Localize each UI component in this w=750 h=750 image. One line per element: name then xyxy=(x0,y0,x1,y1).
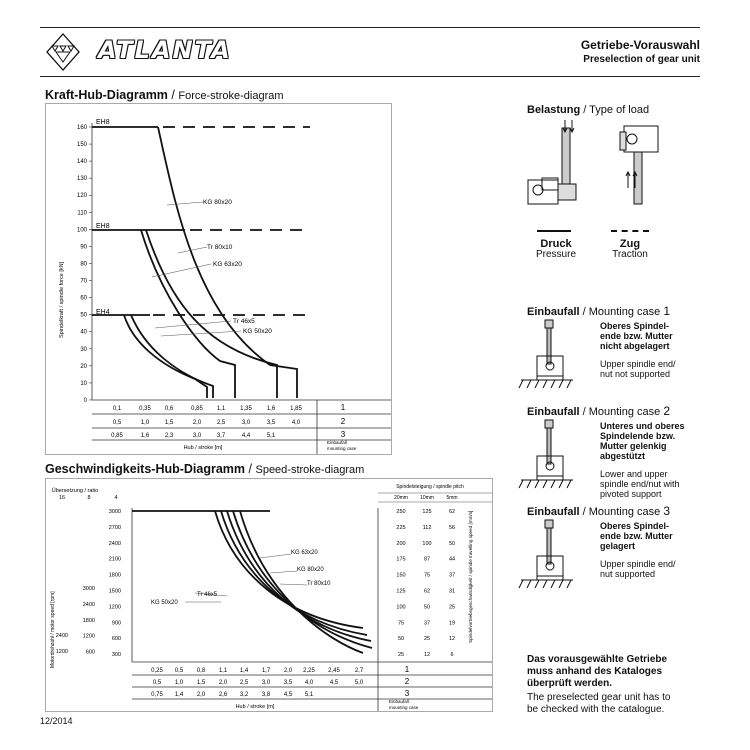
table-cell: 0,1 xyxy=(112,406,122,412)
motor-speed-tick: 1200 xyxy=(55,648,68,655)
table-cell: 3,2 xyxy=(239,692,249,698)
motor-speed-label: Motordrehzahl / motor speed [rpm] xyxy=(50,591,56,668)
motor-speed-tick: 1800 xyxy=(108,572,121,579)
table-cell: 0,6 xyxy=(164,406,174,412)
table-cell: 2,7 xyxy=(354,668,364,674)
table-cell: 3,7 xyxy=(216,433,226,439)
pitch-5: 5mm xyxy=(446,495,458,501)
mounting-case-title-en: / Mounting case xyxy=(579,406,664,418)
table-cell: 1,4 xyxy=(174,692,184,698)
force-diagram-title-de: Kraft-Hub-Diagramm xyxy=(45,88,168,102)
y-tick-label: 110 xyxy=(77,210,87,217)
curve-label-tr46x5: Tr 46x5 xyxy=(233,318,255,325)
table-cell: 0,5 xyxy=(112,420,122,426)
row-id-1: 1 xyxy=(340,403,346,412)
y-tick-label: 70 xyxy=(80,278,87,285)
table-cell: 4,0 xyxy=(291,420,301,426)
table-cell: 2,25 xyxy=(303,668,315,674)
mounting-case-icon xyxy=(517,518,577,592)
speed-diagram-heading: Geschwindigkeits-Hub-Diagramm / Speed-stroke-diagram xyxy=(45,462,365,476)
motor-speed-tick: 2400 xyxy=(55,633,68,639)
notice-de: Das vorausgewählte Getriebe muss anhand des Kataloges überprüft werden. xyxy=(527,654,668,689)
y-tick-label: 80 xyxy=(80,261,87,268)
table-cell: 2,0 xyxy=(218,680,228,686)
row-id-3: 3 xyxy=(340,430,346,439)
force-x-axis-label: Hub / stroke [m] xyxy=(183,445,223,451)
speed-case-label-de: Einbaufall xyxy=(389,699,409,704)
travel-speed-tick: 100 xyxy=(396,604,406,611)
y-tick-label: 120 xyxy=(76,193,87,200)
motor-speed-tick: 2100 xyxy=(108,556,121,563)
travel-speed-tick: 6 xyxy=(450,652,454,659)
travel-speed-tick: 25 xyxy=(423,636,431,643)
ratio-4: 4 xyxy=(114,495,118,501)
table-cell: 5,0 xyxy=(354,680,364,686)
travel-speed-tick: 112 xyxy=(422,524,432,531)
table-cell: 1,6 xyxy=(266,406,276,412)
travel-speed-tick: 125 xyxy=(422,509,432,515)
force-diagram-title-en: Force-stroke-diagram xyxy=(178,90,284,102)
travel-speed-tick: 19 xyxy=(448,620,456,627)
travel-speed-tick: 50 xyxy=(397,636,405,643)
speed-row-id-1: 1 xyxy=(404,665,410,674)
footer-date: 12/2014 xyxy=(40,716,73,726)
table-cell: 1,85 xyxy=(290,406,302,412)
speed-curve-kg80x20: KG 80x20 xyxy=(297,567,324,573)
y-tick-label: 0 xyxy=(83,397,87,404)
force-y-axis-label: Spindelkraft / spindle force [kN] xyxy=(59,261,65,338)
tag-eh8-top: EH8 xyxy=(96,119,110,126)
y-tick-label: 100 xyxy=(76,227,87,234)
table-cell: 3,8 xyxy=(261,692,271,698)
speed-curve-kg50x20: KG 50x20 xyxy=(151,600,178,606)
mounting-case-title-de: Einbaufall xyxy=(527,306,580,318)
travel-speed-tick: 150 xyxy=(396,572,406,579)
travel-speed-tick: 200 xyxy=(396,540,406,547)
travel-speed-tick: 125 xyxy=(396,588,406,595)
y-tick-label: 20 xyxy=(80,363,87,370)
brand-logo: ATLANTA xyxy=(98,36,232,64)
table-cell: 1,0 xyxy=(140,420,150,426)
table-cell: 2,45 xyxy=(328,668,340,674)
ratio-16: 16 xyxy=(58,495,66,501)
ratio-8: 8 xyxy=(87,495,91,501)
table-cell: 2,5 xyxy=(216,420,226,426)
table-cell: 2,0 xyxy=(283,668,293,674)
mounting-case-icon xyxy=(517,418,577,492)
table-cell: 5,1 xyxy=(304,692,314,698)
traction-line xyxy=(611,230,649,232)
travel-speed-tick: 100 xyxy=(422,540,432,547)
speed-curve-tr46x5: Tr 46x5 xyxy=(197,592,218,598)
table-cell: 0,8 xyxy=(196,668,206,674)
table-cell: 0,85 xyxy=(191,406,203,412)
curve-label-tr80x10: Tr 80x10 xyxy=(207,244,233,251)
table-cell: 1,1 xyxy=(218,668,228,674)
load-type-illustration xyxy=(520,118,670,218)
motor-speed-tick: 1200 xyxy=(82,633,95,640)
mounting-case-number: 2 xyxy=(663,404,671,418)
motor-speed-tick: 600 xyxy=(85,649,95,656)
mounting-case-heading xyxy=(527,504,670,518)
y-tick-label: 30 xyxy=(80,346,87,353)
notice-en: The preselected gear unit has to be checked with the catalogue. xyxy=(527,692,671,715)
pitch-10: 10mm xyxy=(420,495,434,501)
table-cell: 1,5 xyxy=(164,420,174,426)
table-cell: 0,25 xyxy=(151,668,163,674)
force-diagram-heading: Kraft-Hub-Diagramm / Force-stroke-diagram xyxy=(45,88,284,102)
table-cell: 4,5 xyxy=(329,680,339,686)
speed-diagram-title-de: Geschwindigkeits-Hub-Diagramm xyxy=(45,462,246,476)
page-title: Getriebe-Vorauswahl xyxy=(580,38,700,52)
travel-speed-tick: 75 xyxy=(397,620,405,627)
speed-stroke-diagram xyxy=(45,478,493,712)
travel-speed-tick: 50 xyxy=(448,540,456,547)
mounting-case-desc-de: Oberes Spindel- ende bzw. Mutter nicht abgelagert xyxy=(600,321,673,351)
curve-label-kg80x20: KG 80x20 xyxy=(203,199,232,206)
traction-label-en: Traction xyxy=(612,249,648,260)
travel-speed-tick: 225 xyxy=(396,524,406,531)
motor-speed-tick: 3000 xyxy=(108,509,121,515)
mounting-case-desc-de: Oberes Spindel- ende bzw. Mutter gelagert xyxy=(600,521,673,551)
page-subtitle: Preselection of gear unit xyxy=(583,54,700,65)
table-cell: 3,5 xyxy=(266,420,276,426)
speed-row-id-3: 3 xyxy=(404,689,410,698)
mounting-case-title-en: / Mounting case xyxy=(579,306,664,318)
table-cell: 3,0 xyxy=(241,420,251,426)
motor-speed-tick: 1200 xyxy=(108,604,121,611)
motor-speed-tick: 900 xyxy=(111,620,121,627)
travel-speed-tick: 62 xyxy=(448,509,456,515)
case-label-de: Einbaufall xyxy=(327,440,347,445)
table-cell: 1,4 xyxy=(239,668,249,674)
travel-speed-tick: 56 xyxy=(448,524,456,531)
table-cell: 4,5 xyxy=(283,692,293,698)
company-logo-icon xyxy=(45,32,81,72)
travel-speed-label: Spindelvortriebsgeschwindigkeit / spindle travelling speed [mm/s] xyxy=(468,510,473,643)
table-cell: 0,85 xyxy=(111,433,123,439)
travel-speed-tick: 12 xyxy=(423,652,431,659)
table-cell: 2,5 xyxy=(239,680,249,686)
table-cell: 2,3 xyxy=(164,433,174,439)
travel-speed-tick: 250 xyxy=(396,509,406,515)
ratio-label: Übersetzung / ratio xyxy=(51,488,99,494)
y-tick-label: 130 xyxy=(76,176,87,183)
table-cell: 0,75 xyxy=(151,692,163,698)
load-title-de: Belastung xyxy=(527,104,581,116)
travel-speed-tick: 44 xyxy=(448,556,456,563)
table-cell: 4,0 xyxy=(304,680,314,686)
speed-curve-tr80x10: Tr 80x10 xyxy=(307,581,331,587)
mounting-case-heading xyxy=(527,304,670,318)
travel-speed-tick: 12 xyxy=(448,636,456,643)
table-cell: 2,6 xyxy=(218,692,228,698)
y-tick-label: 10 xyxy=(80,380,87,387)
travel-speed-tick: 87 xyxy=(423,556,431,563)
pressure-line xyxy=(537,230,571,232)
speed-row-id-2: 2 xyxy=(404,677,410,686)
table-cell: 0,5 xyxy=(152,680,162,686)
table-cell: 0,5 xyxy=(174,668,184,674)
y-tick-label: 160 xyxy=(76,125,87,131)
load-heading: Belastung / Type of load xyxy=(527,104,650,116)
table-cell: 3,5 xyxy=(283,680,293,686)
motor-speed-tick: 3000 xyxy=(82,586,95,592)
speed-curve-kg63x20: KG 63x20 xyxy=(291,550,318,556)
motor-speed-tick: 1500 xyxy=(108,588,121,595)
travel-speed-tick: 62 xyxy=(423,588,431,595)
motor-speed-tick: 1800 xyxy=(82,617,95,624)
mounting-case-heading xyxy=(527,404,670,418)
pressure-label-de: Druck xyxy=(540,238,572,250)
traction-label-de: Zug xyxy=(619,238,641,250)
mounting-case-desc-de: Unteres und oberes Spindelende bzw. Mutter gelenkig abgestützt xyxy=(600,421,685,461)
tag-eh8-mid: EH8 xyxy=(96,223,110,230)
speed-x-axis-label: Hub / stroke [m] xyxy=(235,704,275,710)
mounting-case-icon xyxy=(517,318,577,392)
table-cell: 1,0 xyxy=(174,680,184,686)
y-tick-label: 150 xyxy=(76,142,87,149)
motor-speed-tick: 2400 xyxy=(108,540,121,547)
table-cell: 1,6 xyxy=(140,433,150,439)
travel-speed-tick: 31 xyxy=(448,588,456,595)
mounting-case-number: 1 xyxy=(663,304,671,318)
tag-eh4: EH4 xyxy=(96,309,110,316)
mounting-case-desc-en: Lower and upper spindle end/nut with pivoted support xyxy=(600,469,680,499)
pitch-label: Spindelsteigung / spindle pitch xyxy=(396,484,464,490)
y-tick-label: 90 xyxy=(80,244,87,251)
table-cell: 2,0 xyxy=(192,420,202,426)
travel-speed-tick: 75 xyxy=(423,572,431,579)
load-title-en: Type of load xyxy=(589,104,650,116)
mounting-case-desc-en: Upper spindle end/ nut supported xyxy=(600,559,676,579)
y-tick-label: 140 xyxy=(76,159,87,166)
travel-speed-tick: 50 xyxy=(423,604,431,611)
travel-speed-tick: 37 xyxy=(448,572,456,579)
mounting-case-desc-en: Upper spindle end/ nut not supported xyxy=(600,359,676,379)
force-stroke-diagram xyxy=(45,103,392,455)
travel-speed-tick: 25 xyxy=(397,652,405,659)
case-label-en: mounting case xyxy=(327,446,357,451)
table-cell: 3,0 xyxy=(261,680,271,686)
motor-speed-tick: 2400 xyxy=(82,601,95,608)
table-cell: 3,0 xyxy=(192,433,202,439)
pressure-label-en: Pressure xyxy=(535,249,576,260)
y-tick-label: 40 xyxy=(80,329,87,336)
row-id-2: 2 xyxy=(340,417,346,426)
table-cell: 1,35 xyxy=(240,406,252,412)
table-cell: 1,1 xyxy=(216,406,226,412)
table-cell: 1,5 xyxy=(196,680,206,686)
table-cell: 4,4 xyxy=(241,433,251,439)
speed-diagram-title-en: Speed-stroke-diagram xyxy=(255,464,365,476)
motor-speed-tick: 300 xyxy=(111,652,121,659)
table-cell: 5,1 xyxy=(266,433,276,439)
curve-label-kg63x20: KG 63x20 xyxy=(213,261,242,268)
motor-speed-tick: 600 xyxy=(111,636,121,643)
travel-speed-tick: 25 xyxy=(448,604,456,611)
y-tick-label: 50 xyxy=(80,312,87,319)
speed-case-label-en: mounting case xyxy=(389,705,419,710)
mounting-case-title-de: Einbaufall xyxy=(527,506,580,518)
table-cell: 0,35 xyxy=(139,406,151,412)
curve-label-kg50x20: KG 50x20 xyxy=(243,328,272,335)
mounting-case-title-de: Einbaufall xyxy=(527,406,580,418)
mounting-case-title-en: / Mounting case xyxy=(579,506,664,518)
table-cell: 2,0 xyxy=(196,692,206,698)
travel-speed-tick: 37 xyxy=(423,620,431,627)
mounting-case-number: 3 xyxy=(663,504,671,518)
table-cell: 1,7 xyxy=(261,668,271,674)
travel-speed-tick: 175 xyxy=(396,556,406,563)
y-tick-label: 60 xyxy=(80,295,87,302)
motor-speed-tick: 2700 xyxy=(108,524,121,531)
pitch-20: 20mm xyxy=(394,495,408,501)
